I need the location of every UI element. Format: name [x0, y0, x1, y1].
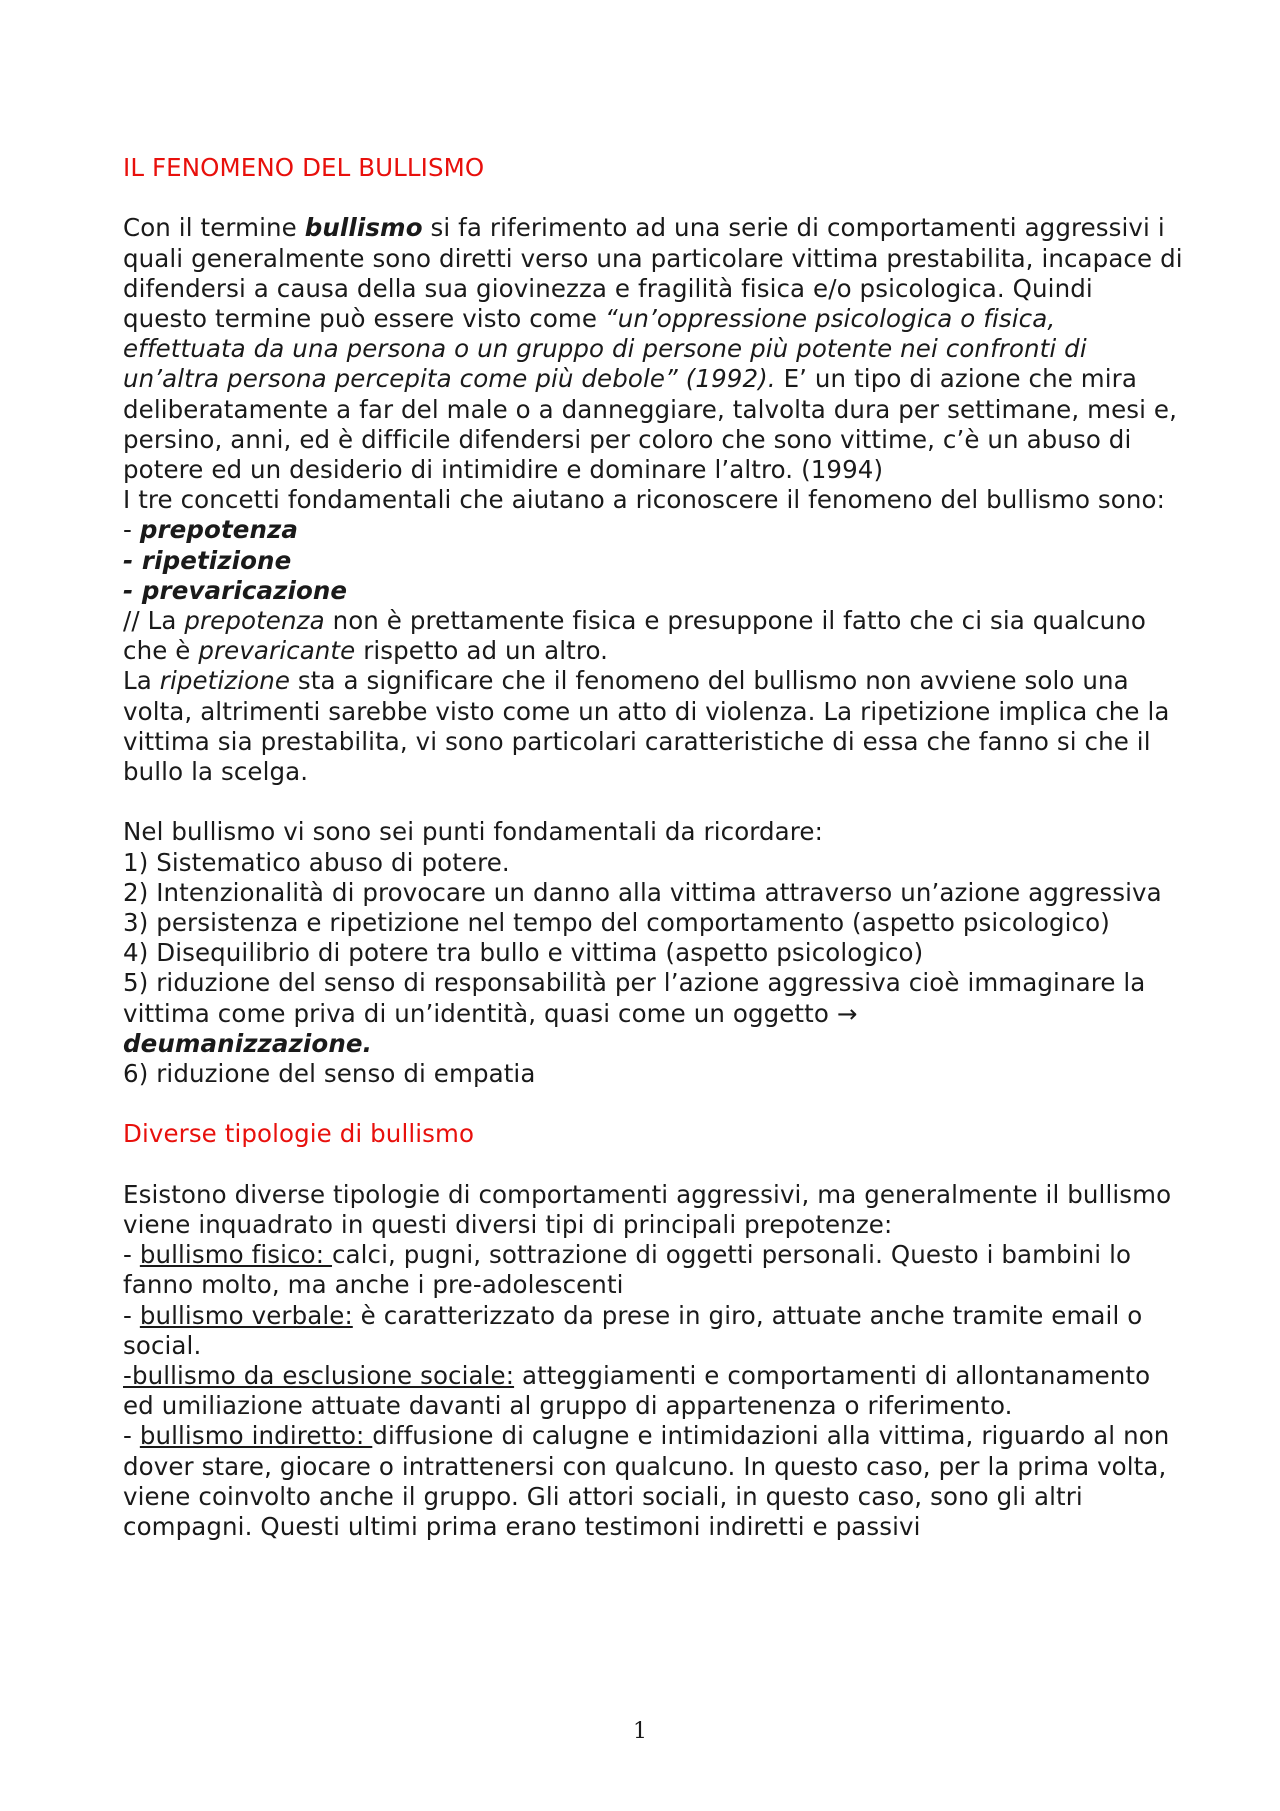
concept-term: prepotenza — [139, 515, 299, 545]
arrow-right-icon: → — [836, 998, 858, 1028]
type-label: bullismo fisico: — [139, 1240, 332, 1270]
point-term: deumanizzazione. — [123, 1028, 373, 1058]
intro-text: si fa riferimento ad una serie di comportamenti aggressivi i quali generalmente sono diretti verso una particolare vittima prestabilita, incapace di difendersi a causa della sua giovinezza e fragilità fisica e/o psicologica. Quindi questo termine può essere visto come — [123, 213, 1183, 333]
type-item: - bullismo indiretto: diffusione di calugne e intimidazioni alla vittima, riguardo al non dover stare, giocare o intrattenersi con qualcuno. In questo caso, per la prima volta, viene coinvolto anche il gruppo. Gli attori sociali, in questo caso, sono gli altri compagni. Questi ultimi prima erano testimoni indiretti e passivi — [123, 1421, 1170, 1542]
section-heading: IL FENOMENO DEL BULLISMO — [123, 153, 485, 182]
section-heading: Diverse tipologie di bullismo — [123, 1119, 475, 1149]
concepts-intro: I tre concetti fondamentali che aiutano a riconoscere il fenomeno del bullismo sono: — [123, 485, 1165, 515]
blank-line — [123, 787, 1183, 817]
intro-quote: “un’oppressione psicologica o fisica, effettuata da una persona o un gruppo di persone più potente nei confronti di un’altra persona percepita come più debole” (1992). — [123, 304, 1087, 394]
concept-item: - prepotenza — [123, 515, 299, 545]
list-item: 5) riduzione del senso di responsabilità per l’azione aggressiva cioè immaginare la vittima come priva di un’identità, quasi come un oggetto → deumanizzazione. — [123, 968, 1146, 1058]
type-label: bullismo indiretto: — [139, 1421, 373, 1451]
intro-term: bullismo — [304, 213, 423, 243]
concept-term: prevaricazione — [141, 575, 348, 605]
list-item: 6) riduzione del senso di empatia — [123, 1059, 536, 1089]
type-label: bullismo verbale: — [139, 1300, 353, 1330]
types-intro: Esistono diverse tipologie di comportamenti aggressivi, ma generalmente il bullismo viene inquadrato in questi diversi tipi di principali prepotenze: — [123, 1179, 1172, 1240]
list-item: 1) Sistematico abuso di potere. — [123, 847, 510, 877]
list-item: 2) Intenzionalità di provocare un danno alla vittima attraverso un’azione aggressiva — [123, 877, 1162, 907]
type-item: - bullismo fisico: calci, pugni, sottrazione di oggetti personali. Questo i bambini lo fanno molto, ma anche i pre-adolescenti — [123, 1240, 1132, 1300]
blank-line — [123, 1089, 1183, 1119]
type-item: -bullismo da esclusione sociale: atteggiamenti e comportamenti di allontanamento ed umiliazione attuate davanti al gruppo di appartenenza o riferimento. — [123, 1361, 1151, 1421]
type-item: - bullismo verbale: è caratterizzato da prese in giro, attuate anche tramite email o social. — [123, 1300, 1143, 1360]
ripetizione-paragraph: La ripetizione sta a significare che il fenomeno del bullismo non avviene solo una volta, altrimenti sarebbe visto come un atto di violenza. La ripetizione implica che la vittima sia prestabilita, vi sono particolari caratteristiche di essa che fanno si che il bullo la scelga. — [123, 666, 1170, 787]
italic-term: ripetizione — [159, 666, 291, 696]
list-item: 3) persistenza e ripetizione nel tempo del comportamento (aspetto psicologico) — [123, 908, 1110, 938]
intro-paragraph — [123, 213, 1183, 485]
prepotenza-paragraph: // La prepotenza non è prettamente fisica e presuppone il fatto che ci sia qualcuno che è prevaricante rispetto ad un altro. — [123, 606, 1146, 666]
intro-text: E’ un tipo di azione che mira deliberatamente a far del male o a danneggiare, talvolta dura per settimane, mesi e, persino, anni, ed è difficile difendersi per coloro che sono vittime, c’è un abuso di potere ed un desiderio di intimidire e dominare l’altro. (1994) — [123, 364, 1177, 485]
intro-text: Con il termine — [123, 213, 305, 243]
concept-item: - ripetizione — [123, 545, 292, 575]
page-number: 1 — [633, 1719, 647, 1744]
blank-line — [123, 1150, 1183, 1180]
blank-line — [123, 183, 1183, 213]
italic-term: prepotenza — [184, 606, 325, 636]
concept-term: ripetizione — [141, 545, 292, 575]
type-label: -bullismo da esclusione sociale: — [123, 1361, 515, 1391]
points-intro: Nel bullismo vi sono sei punti fondamentali da ricordare: — [123, 817, 823, 847]
list-item: 4) Disequilibrio di potere tra bullo e vittima (aspetto psicologico) — [123, 938, 924, 968]
concept-item: - prevaricazione — [123, 575, 348, 605]
italic-term: prevaricante — [198, 636, 356, 666]
document-body — [123, 153, 1183, 1542]
